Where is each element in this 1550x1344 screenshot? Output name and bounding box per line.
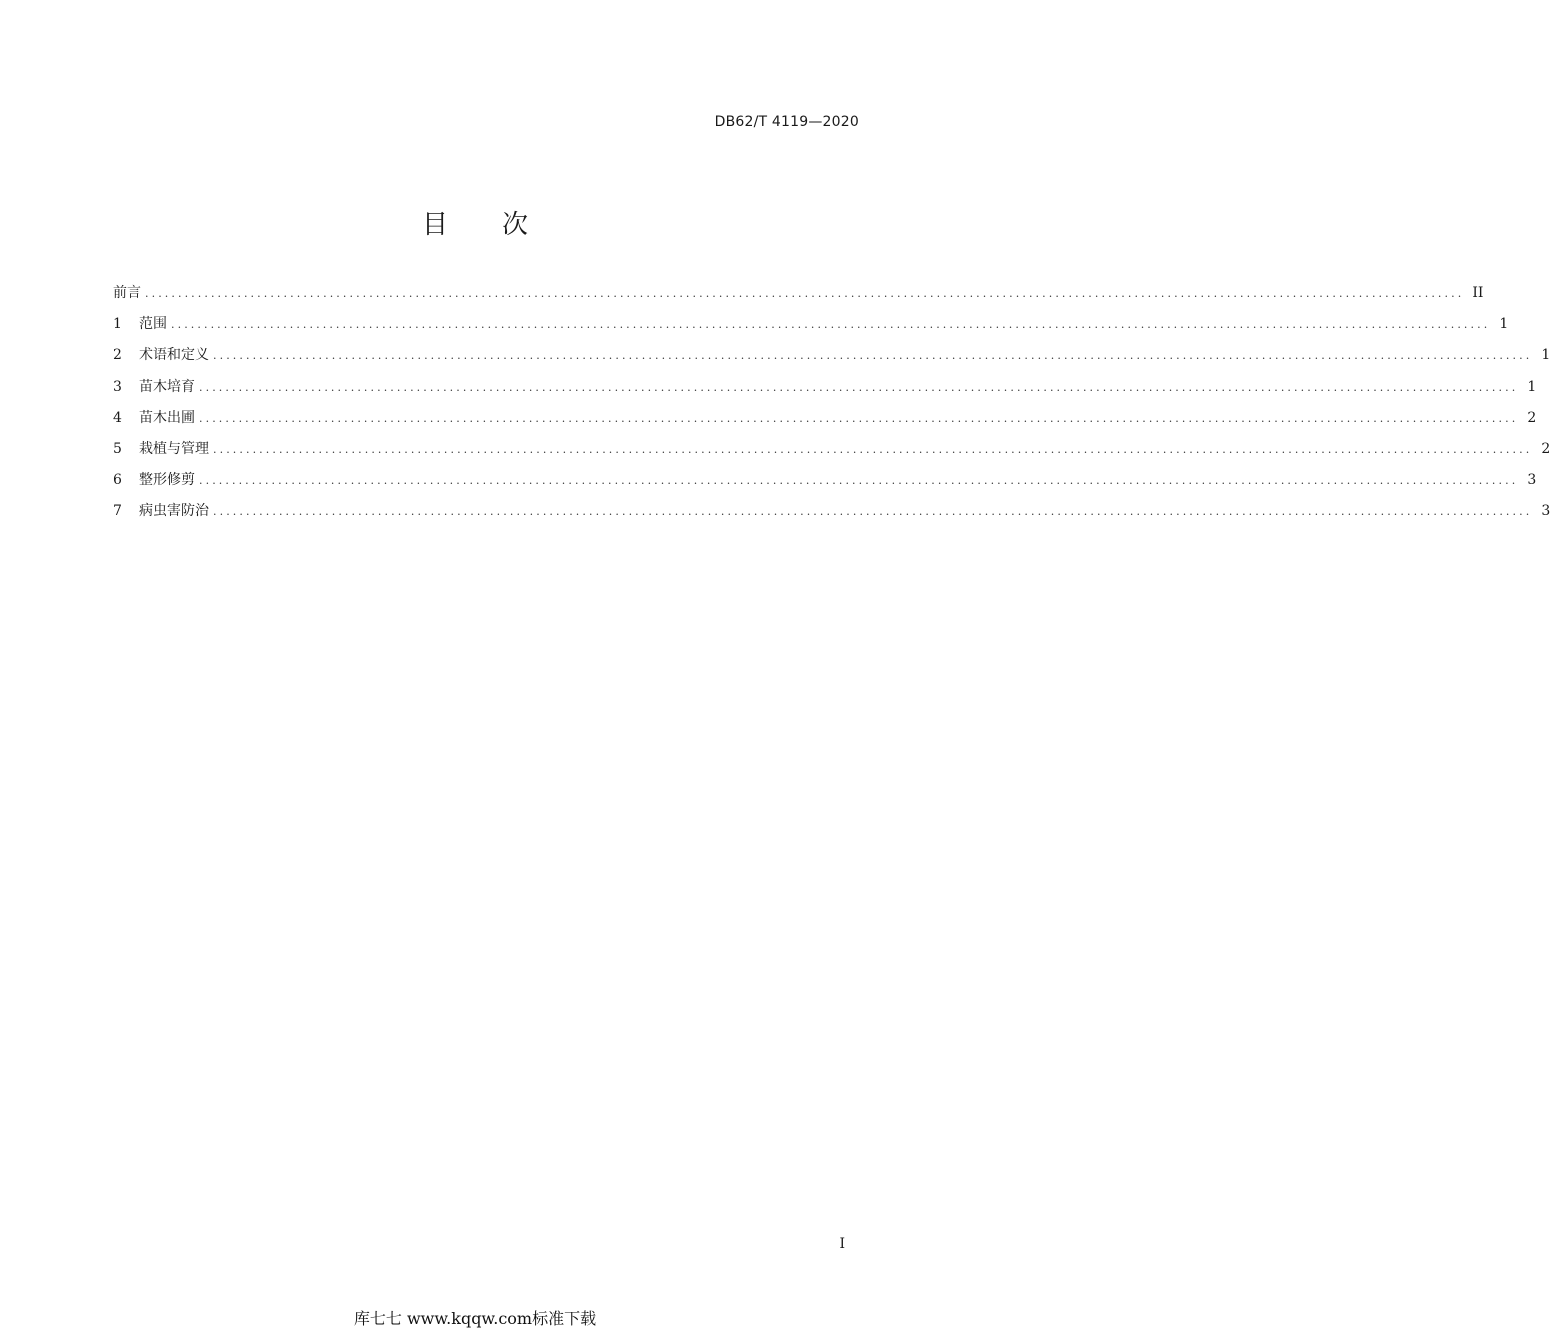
- toc-entry[interactable]: [113, 438, 1550, 469]
- toc-entry[interactable]: [113, 376, 1537, 407]
- toc-entry-number: 4: [113, 409, 122, 426]
- page-number: I: [839, 1236, 845, 1252]
- footer-watermark: 库七七 www.kqqw.com标准下载: [353, 1309, 597, 1328]
- toc-entry-label: 术语和定义: [139, 347, 209, 364]
- page-title-char: 次: [502, 210, 529, 240]
- toc-entry[interactable]: [113, 313, 1509, 344]
- toc-leader-dots: ........................................................................................................................................................................................................: [213, 505, 1533, 519]
- toc-entry-page: 1: [1499, 316, 1509, 333]
- toc-leader-dots: ........................................................................................................................................................................................................: [145, 287, 1465, 300]
- toc-entry-page: II: [1472, 285, 1484, 301]
- toc-entry-label: 苗木出圃: [139, 409, 195, 426]
- toc-entry[interactable]: [113, 407, 1537, 438]
- toc-entry-number: 3: [113, 378, 122, 395]
- toc-entry-label: 苗木培育: [139, 378, 195, 395]
- toc-entry-label: 病虫害防治: [139, 503, 209, 520]
- table-of-contents: [113, 282, 1550, 532]
- page-title: [0, 204, 950, 241]
- toc-entry-page: 3: [1541, 503, 1550, 520]
- toc-entry-number: 7: [113, 503, 122, 520]
- toc-leader-dots: ........................................................................................................................................................................................................: [171, 318, 1491, 332]
- toc-entry[interactable]: [113, 469, 1537, 500]
- toc-entry[interactable]: [113, 344, 1550, 375]
- toc-leader-dots: ........................................................................................................................................................................................................: [213, 349, 1533, 363]
- toc-entry-page: 2: [1541, 440, 1550, 457]
- toc-entry-number: 5: [113, 440, 122, 457]
- toc-entry-page: 1: [1527, 378, 1537, 395]
- toc-entry-number: 2: [113, 347, 122, 364]
- toc-leader-dots: ........................................................................................................................................................................................................: [199, 380, 1519, 394]
- toc-entry-number: 6: [113, 472, 122, 489]
- toc-leader-dots: ........................................................................................................................................................................................................: [199, 411, 1519, 425]
- toc-entry[interactable]: [113, 500, 1550, 531]
- page-title-char: 目: [421, 210, 448, 240]
- toc-entry-page: 3: [1527, 472, 1537, 489]
- document-code: DB62/T 4119—2020: [714, 114, 859, 130]
- toc-leader-dots: ........................................................................................................................................................................................................: [213, 442, 1533, 456]
- toc-entry-label: 栽植与管理: [139, 440, 209, 457]
- toc-entry-page: 1: [1541, 347, 1550, 364]
- toc-entry-label: 范围: [139, 316, 167, 333]
- toc-entry[interactable]: [113, 282, 1484, 313]
- toc-entry-label: 整形修剪: [139, 472, 195, 489]
- toc-entry-label: 前言: [113, 285, 141, 301]
- toc-leader-dots: ........................................................................................................................................................................................................: [199, 474, 1519, 488]
- toc-entry-number: 1: [113, 316, 122, 333]
- toc-entry-page: 2: [1527, 409, 1537, 426]
